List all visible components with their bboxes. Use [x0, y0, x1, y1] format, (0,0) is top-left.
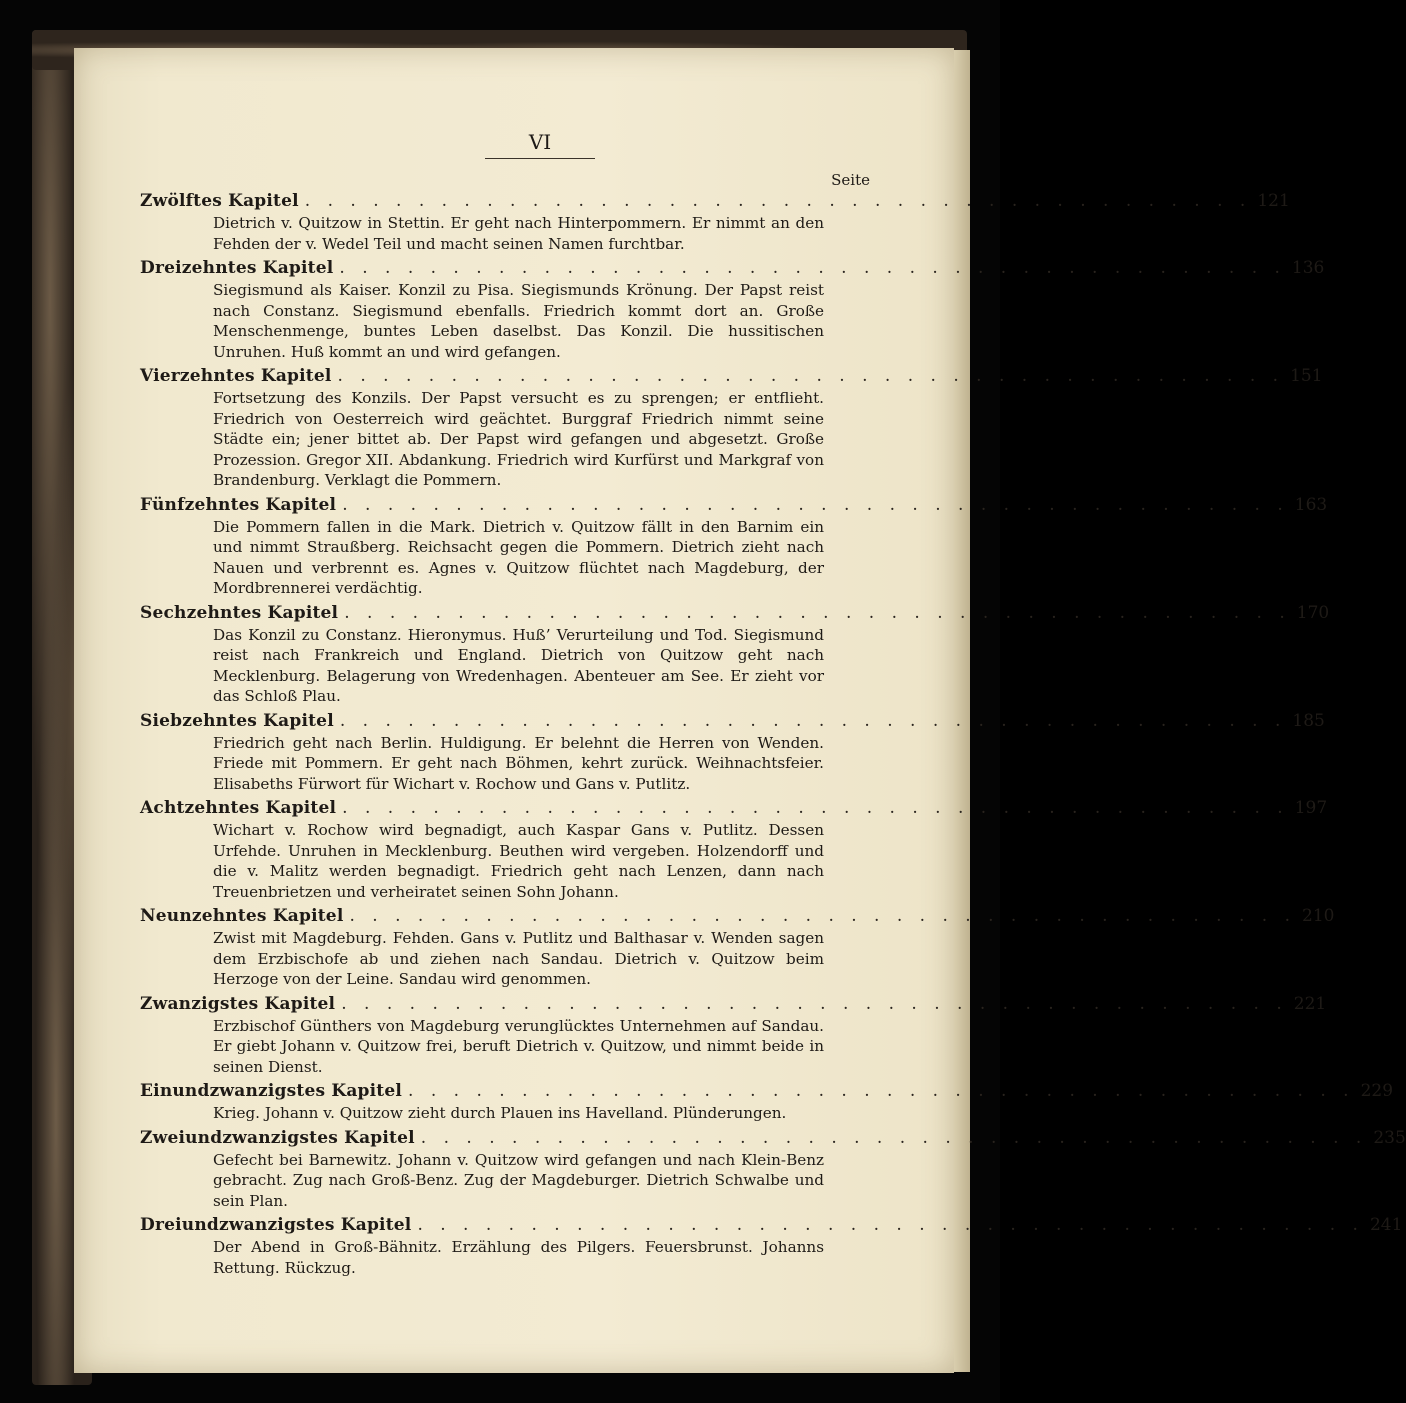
page-number: VI	[485, 130, 595, 159]
dot-leader: . . . . . . . . . . . . . . . . . . . . . . . . . . . . . . . . . . . . . . . . . .	[339, 258, 1286, 278]
chapter-entry	[140, 494, 1328, 599]
chapter-entry	[140, 1081, 1394, 1124]
chapter-title: Vierzehntes Kapitel	[140, 366, 332, 386]
chapter-summary: Wichart v. Rochow wird begnadigt, auch Kaspar Gans v. Putlitz. Dessen Urfehde. Unruhen in Mecklenburg. Beuthen wird vergeben. Holzendorff und die v. Malitz werden begnadigt. Friedrich geht nach Lenzen, dann nach Treuenbrietzen und verheiratet seinen Sohn Johann.	[213, 821, 824, 901]
seite-label: Seite	[831, 171, 870, 189]
chapter-entry	[140, 1215, 1403, 1278]
chapter-entry	[140, 906, 1335, 990]
chapter-page-number: 151	[1290, 366, 1323, 386]
chapter-page-number: 185	[1292, 710, 1325, 731]
dot-leader: . . . . . . . . . . . . . . . . . . . . . . . . . . . . . . . . . . . . . . . . . .	[341, 993, 1288, 1014]
dot-leader: . . . . . . . . . . . . . . . . . . . . . . . . . . . . . . . . . . . . . . . . . .	[344, 602, 1291, 623]
table-of-contents	[140, 90, 1406, 1282]
chapter-summary: Die Pommern fallen in die Mark. Dietrich v. Quitzow fällt in den Barnim ein und nimmt Straußberg. Reichsacht gegen die Pommern. Dietrich zieht nach Nauen und verbrennt es. Agnes v. Quitzow flüchtet nach Magdeburg, der Mordbrennerei verdächtig.	[213, 517, 824, 597]
chapter-title: Dreizehntes Kapitel	[140, 258, 334, 278]
dot-leader: . . . . . . . . . . . . . . . . . . . . . . . . . . . . . . . . . . . . . . . . . .	[408, 1081, 1355, 1101]
chapter-title: Achtzehntes Kapitel	[140, 798, 337, 818]
chapter-entry	[140, 191, 1290, 254]
chapter-heading	[140, 602, 1330, 625]
chapter-title: Neunzehntes Kapitel	[140, 906, 344, 926]
chapter-list	[140, 191, 1406, 1278]
chapter-heading	[140, 993, 1327, 1016]
chapter-summary: Gefecht bei Barnewitz. Johann v. Quitzow wird gefangen und nach Klein-Benz gebracht. Zug nach Groß-Benz. Zug der Magdeburger. Dietrich Schwalbe und sein Plan.	[213, 1150, 824, 1210]
chapter-title: Einundzwanzigstes Kapitel	[140, 1081, 403, 1101]
chapter-entry	[140, 602, 1330, 707]
chapter-entry	[140, 1127, 1406, 1212]
chapter-title: Zwanzigstes Kapitel	[140, 993, 336, 1014]
chapter-summary: Der Abend in Groß-Bähnitz. Erzählung des Pilgers. Feuersbrunst. Johanns Rettung. Rückzug.	[213, 1238, 824, 1277]
chapter-title: Zwölftes Kapitel	[140, 191, 299, 211]
chapter-summary: Zwist mit Magdeburg. Fehden. Gans v. Putlitz und Balthasar v. Wenden sagen dem Erzbischofe ab und ziehen nach Sandau. Dietrich v. Quitzow beim Herzoge von der Leine. Sandau wird genommen.	[213, 929, 824, 988]
chapter-title: Siebzehntes Kapitel	[140, 710, 334, 731]
dot-leader: . . . . . . . . . . . . . . . . . . . . . . . . . . . . . . . . . . . . . . . . . .	[304, 191, 1252, 211]
dot-leader: . . . . . . . . . . . . . . . . . . . . . . . . . . . . . . . . . . . . . . . . . .	[337, 366, 1285, 386]
chapter-entry	[140, 366, 1323, 491]
chapter-heading	[140, 494, 1328, 517]
dot-leader: . . . . . . . . . . . . . . . . . . . . . . . . . . . . . . . . . . . . . . . . . .	[349, 906, 1297, 926]
dot-leader: . . . . . . . . . . . . . . . . . . . . . . . . . . . . . . . . . . . . . . . . . .	[342, 798, 1289, 818]
chapter-page-number: 163	[1294, 494, 1328, 515]
chapter-entry	[140, 798, 1328, 902]
chapter-page-number: 229	[1360, 1081, 1394, 1101]
chapter-page-number: 221	[1293, 993, 1327, 1014]
chapter-heading	[140, 1215, 1403, 1237]
chapter-summary: Dietrich v. Quitzow in Stettin. Er geht nach Hinterpommern. Er nimmt an den Fehden der v. Wedel Teil und macht seinen Namen furchtbar.	[213, 214, 824, 253]
chapter-heading	[140, 798, 1328, 820]
chapter-summary: Fortsetzung des Konzils. Der Papst versucht es zu sprengen; er entflieht. Friedrich von Oesterreich wird geächtet. Burggraf Friedrich nimmt seine Städte ein; jener bittet ab. Der Papst wird gefangen und abgesetzt. Große Prozession. Gregor XII. Abdankung. Friedrich wird Kurfürst und Markgraf von Brandenburg. Verklagt die Pommern.	[213, 389, 824, 489]
chapter-heading	[140, 906, 1335, 928]
chapter-summary: Friedrich geht nach Berlin. Huldigung. Er belehnt die Herren von Wenden. Friede mit Pommern. Er geht nach Böhmen, kehrt zurück. Weihnachtsfeier. Elisabeths Fürwort für Wichart v. Rochow und Gans v. Putlitz.	[213, 733, 824, 793]
chapter-page-number: 136	[1291, 258, 1325, 278]
chapter-page-number: 241	[1369, 1215, 1403, 1235]
dot-leader: . . . . . . . . . . . . . . . . . . . . . . . . . . . . . . . . . . . . . . . . . .	[417, 1215, 1364, 1235]
chapter-heading	[140, 258, 1325, 280]
chapter-summary: Das Konzil zu Constanz. Hieronymus. Huß’ Verurteilung und Tod. Siegismund reist nach Frankreich und England. Dietrich von Quitzow geht nach Mecklenburg. Belagerung von Wredenhagen. Abenteuer am See. Er zieht vor das Schloß Plau.	[213, 625, 824, 705]
chapter-heading	[140, 191, 1290, 213]
chapter-page-number: 210	[1302, 906, 1335, 926]
chapter-heading	[140, 1127, 1406, 1150]
dot-leader: . . . . . . . . . . . . . . . . . . . . . . . . . . . . . . . . . . . . . . . . . .	[420, 1127, 1368, 1148]
chapter-title: Dreiundzwanzigstes Kapitel	[140, 1215, 412, 1235]
dot-leader: . . . . . . . . . . . . . . . . . . . . . . . . . . . . . . . . . . . . . . . . . .	[339, 710, 1287, 731]
chapter-page-number: 235	[1373, 1127, 1406, 1148]
chapter-heading	[140, 710, 1325, 733]
chapter-page-number: 170	[1296, 602, 1330, 623]
chapter-title: Fünfzehntes Kapitel	[140, 494, 337, 515]
chapter-summary: Siegismund als Kaiser. Konzil zu Pisa. Siegismunds Krönung. Der Papst reist nach Constanz. Siegismund ebenfalls. Friedrich kommt dort an. Große Menschenmenge, buntes Leben daselbst. Das Konzil. Die hussitischen Unruhen. Huß kommt an und wird gefangen.	[213, 281, 824, 361]
chapter-title: Zweiundzwanzigstes Kapitel	[140, 1127, 415, 1148]
chapter-entry	[140, 258, 1325, 362]
chapter-entry	[140, 993, 1327, 1078]
chapter-summary: Erzbischof Günthers von Magdeburg verunglücktes Unternehmen auf Sandau. Er giebt Johann v. Quitzow frei, beruft Dietrich v. Quitzow, und nimmt beide in seinen Dienst.	[213, 1016, 824, 1076]
chapter-entry	[140, 710, 1325, 795]
dot-leader: . . . . . . . . . . . . . . . . . . . . . . . . . . . . . . . . . . . . . . . . . .	[342, 494, 1289, 515]
chapter-summary: Krieg. Johann v. Quitzow zieht durch Plauen ins Havelland. Plünderungen.	[213, 1104, 787, 1122]
chapter-heading	[140, 1081, 1394, 1103]
chapter-page-number: 121	[1257, 191, 1290, 211]
chapter-page-number: 197	[1294, 798, 1328, 818]
chapter-title: Sechzehntes Kapitel	[140, 602, 339, 623]
chapter-heading	[140, 366, 1323, 388]
